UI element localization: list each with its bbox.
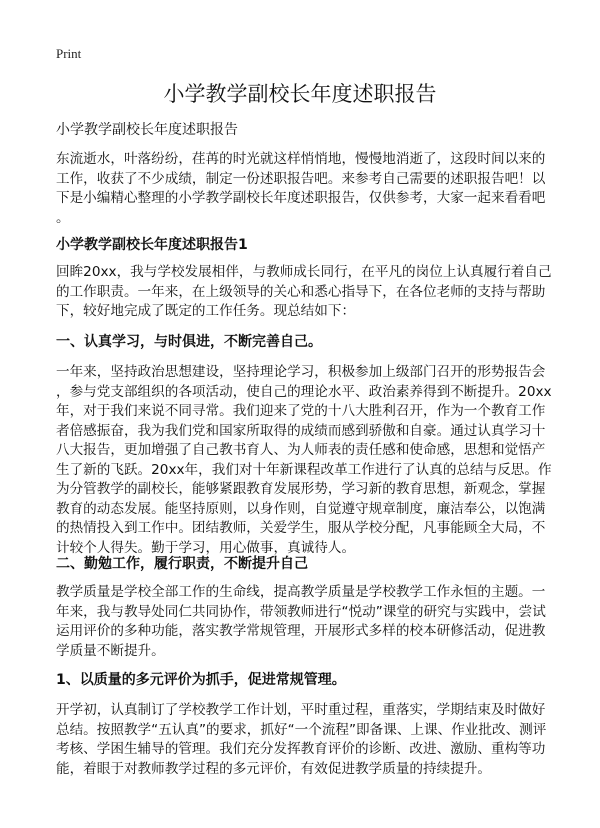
text-line: 能，着眼于对教师教学过程的多元评价，有效促进教学质量的持续提升。	[56, 760, 491, 777]
text-line: 。	[56, 209, 70, 226]
heading-2: 二、勤勉工作，履行职责，不断提升自己	[56, 556, 308, 572]
text-line: 运用评价的多种功能，落实教学常规管理，开展形式多样的校本研修活动，促进教	[56, 623, 546, 639]
text-line: 一年来，坚持政治思想建设，坚持理论学习，积极参加上级部门召开的形势报告会	[56, 364, 546, 380]
section-heading: 小学教学副校长年度述职报告1	[56, 237, 248, 253]
text-line: 总结。按照教学“五认真”的要求，抓好“一个流程”即备课、上课、作业批改、测评	[56, 721, 547, 738]
text-line: 下是小编精心整理的小学教学副校长年度述职报告，仅供参考，大家一起来看看吧	[56, 190, 546, 206]
document-title: 小学教学副校长年度述职报告	[163, 82, 437, 106]
paragraph-4	[56, 701, 556, 779]
heading-1: 一、认真学习，与时俱进，不断完善自己。	[56, 334, 322, 350]
text-line: 的工作职责。一年来，在上级领导的关心和悉心指导下，在各位老师的支持与帮助	[56, 283, 546, 300]
text-line: 年来，我与教导处同仁共同协作，带领教师进行“悦动”课堂的研究与实践中，尝试	[56, 603, 546, 620]
text-line: 开学初，认真制订了学校教学工作计划，平时重过程，重落实，学期结束及时做好	[56, 702, 546, 718]
text-line: 回眸20xx，我与学校发展相伴，与教师成长同行，在平凡的岗位上认真履行着自己	[56, 264, 552, 280]
text-line: 的热情投入到工作中。团结教师，关爱学生，服从学校分配，凡事能顾全大局，不	[56, 520, 546, 536]
text-line: 教学质量是学校全部工作的生命线，提高教学质量是学校教学工作永恒的主题。一	[56, 584, 546, 600]
text-line: 八大报告，更加增强了自己教书育人、为人师表的责任感和使命感，思想和觉悟产	[56, 442, 546, 458]
intro-paragraph	[56, 150, 556, 228]
document-subtitle: 小学教学副校长年度述职报告	[56, 122, 238, 138]
text-line: 计较个人得失。勤于学习，用心做事，真诚待人。	[56, 539, 356, 556]
text-line: 者倍感振奋，我为我们党和国家所取得的成绩而感到骄傲和自豪。通过认真学习十	[56, 422, 546, 439]
text-line: 工作，收获了不少成绩，制定一份述职报告吧。来参考自己需要的述职报告吧！以	[56, 170, 546, 187]
text-line: 教育的动态发展。能坚持原则，以身作则，自觉遵守规章制度，廉洁奉公，以饱满	[56, 500, 546, 517]
text-line: 学质量不断提升。	[56, 642, 165, 659]
heading-3: 1、以质量的多元评价为抓手，促进常规管理。	[56, 672, 346, 688]
text-line: 下，较好地完成了既定的工作任务。现总结如下：	[56, 303, 356, 319]
text-line: ，参与党支部组织的各项活动，使自己的理论水平、政治素养得到不断提升。20xx	[56, 383, 552, 400]
text-line: 考核、学困生辅导的管理。我们充分发挥教育评价的诊断、改进、激励、重构等功	[56, 741, 546, 757]
text-line: 年，对于我们来说不同寻常。我们迎来了党的十八大胜利召开，作为一个教育工作	[56, 403, 546, 419]
paragraph-3	[56, 583, 556, 661]
text-line: 为分管教学的副校长，能够紧跟教育发展形势，学习新的教育思想，新观念，掌握	[56, 481, 546, 497]
text-line: 东流逝水，叶落纷纷，荏苒的时光就这样悄悄地，慢慢地消逝了，这段时间以来的	[56, 151, 546, 167]
print-link[interactable]: Print	[56, 46, 82, 61]
paragraph-1	[56, 263, 556, 322]
paragraph-2	[56, 363, 556, 558]
text-line: 生了新的飞跃。20xx年，我们对十年新课程改革工作进行了认真的总结与反思。作	[56, 461, 552, 478]
